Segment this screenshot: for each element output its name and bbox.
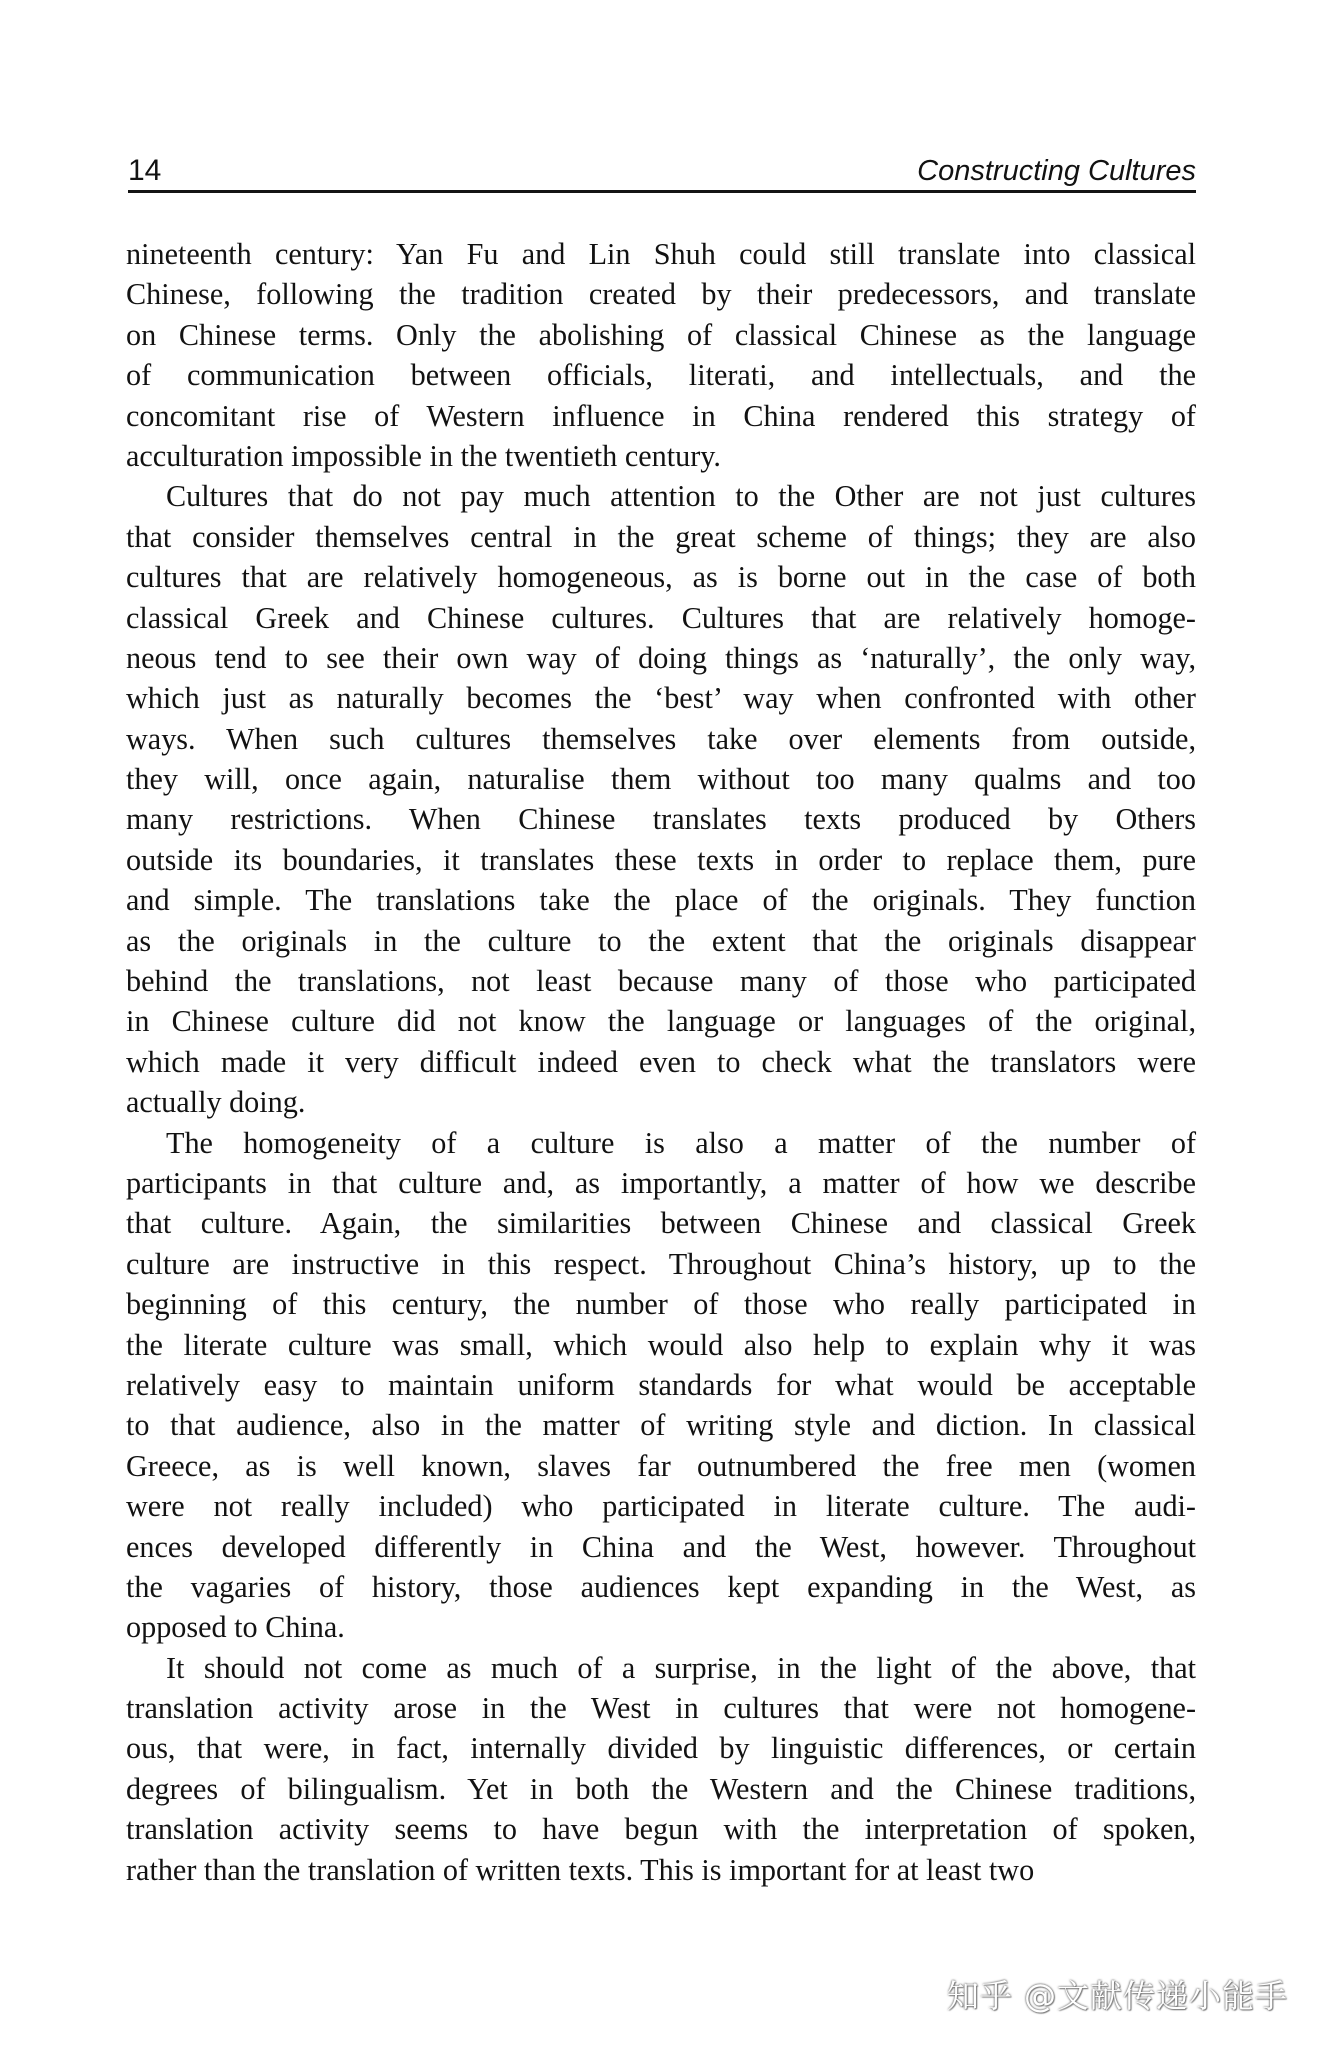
text-line: relatively easy to maintain uniform standards for what would be acceptable (126, 1367, 1196, 1402)
text-line: outside its boundaries, it translates these texts in order to replace them, pure (126, 842, 1196, 877)
text-line: and simple. The translations take the place of the originals. They function (126, 883, 1196, 918)
text-line: participants in that culture and, as importantly, a matter of how we describe (126, 1165, 1196, 1200)
text-line: Greece, as is well known, slaves far outnumbered the free men (women (126, 1448, 1196, 1483)
text-line: as the originals in the culture to the extent that the originals disappear (126, 923, 1196, 958)
text-line: of communication between officials, literati, and intellectuals, and the (126, 358, 1196, 393)
text-line: ways. When such cultures themselves take over elements from outside, (126, 721, 1196, 756)
text-line: they will, once again, naturalise them without too many qualms and too (126, 762, 1196, 797)
text-line: translation activity arose in the West in cultures that were not homogene- (126, 1691, 1196, 1726)
text-line: which made it very difficult indeed even to check what the translators were (126, 1044, 1196, 1079)
text-line: The homogeneity of a culture is also a matter of the number of (166, 1125, 1196, 1160)
text-line: many restrictions. When Chinese translates texts produced by Others (126, 802, 1196, 837)
paragraph (126, 1123, 1196, 1648)
text-line: in Chinese culture did not know the language or languages of the original, (126, 1004, 1196, 1039)
text-line: beginning of this century, the number of those who really participated in (126, 1287, 1196, 1322)
paragraph (126, 476, 1196, 1122)
running-head: Constructing Cultures (917, 155, 1196, 187)
text-line: neous tend to see their own way of doing things as ‘naturally’, the only way, (126, 640, 1196, 675)
page-header (128, 150, 1196, 193)
text-line: Chinese, following the tradition created by their predecessors, and translate (126, 277, 1196, 312)
paragraph (126, 1648, 1196, 1890)
text-line: on Chinese terms. Only the abolishing of classical Chinese as the language (126, 317, 1196, 352)
text-line: behind the translations, not least because many of those who participated (126, 964, 1196, 999)
text-line: ous, that were, in fact, internally divided by linguistic differences, or certain (126, 1731, 1196, 1766)
text-line: concomitant rise of Western influence in China rendered this strategy of (126, 398, 1196, 433)
text-line: which just as naturally becomes the ‘best’ way when confronted with other (126, 681, 1196, 716)
text-line: acculturation impossible in the twentieth century. (126, 438, 721, 473)
page-number: 14 (128, 154, 162, 187)
text-line: actually doing. (126, 1085, 306, 1120)
text-line: degrees of bilingualism. Yet in both the Western and the Chinese traditions, (126, 1771, 1196, 1806)
text-line: Cultures that do not pay much attention to the Other are not just cultures (166, 479, 1196, 514)
text-line: It should not come as much of a surprise, in the light of the above, that (166, 1650, 1196, 1685)
text-line: nineteenth century: Yan Fu and Lin Shuh could still translate into classical (126, 237, 1196, 271)
text-line: that consider themselves central in the great scheme of things; they are also (126, 519, 1196, 554)
text-line: the vagaries of history, those audiences kept expanding in the West, as (126, 1569, 1196, 1604)
text-line: translation activity seems to have begun with the interpretation of spoken, (126, 1812, 1196, 1847)
text-line: were not really included) who participated in literate culture. The audi- (126, 1489, 1196, 1524)
text-line: cultures that are relatively homogeneous, as is borne out in the case of both (126, 560, 1196, 595)
text-line: opposed to China. (126, 1610, 345, 1645)
text-line: classical Greek and Chinese cultures. Cultures that are relatively homoge- (126, 600, 1196, 635)
text-line: that culture. Again, the similarities between Chinese and classical Greek (126, 1206, 1196, 1241)
text-line: to that audience, also in the matter of writing style and diction. In classical (126, 1408, 1196, 1443)
body-text (126, 234, 1196, 1890)
paragraph (126, 234, 1196, 476)
text-line: ences developed differently in China and the West, however. Throughout (126, 1529, 1196, 1564)
text-line: the literate culture was small, which would also help to explain why it was (126, 1327, 1196, 1362)
text-line: culture are instructive in this respect. Throughout China’s history, up to the (126, 1246, 1196, 1281)
text-line: rather than the translation of written texts. This is important for at least two (126, 1852, 1035, 1887)
watermark: 知乎 @文献传递小能手 (946, 1977, 1288, 2015)
